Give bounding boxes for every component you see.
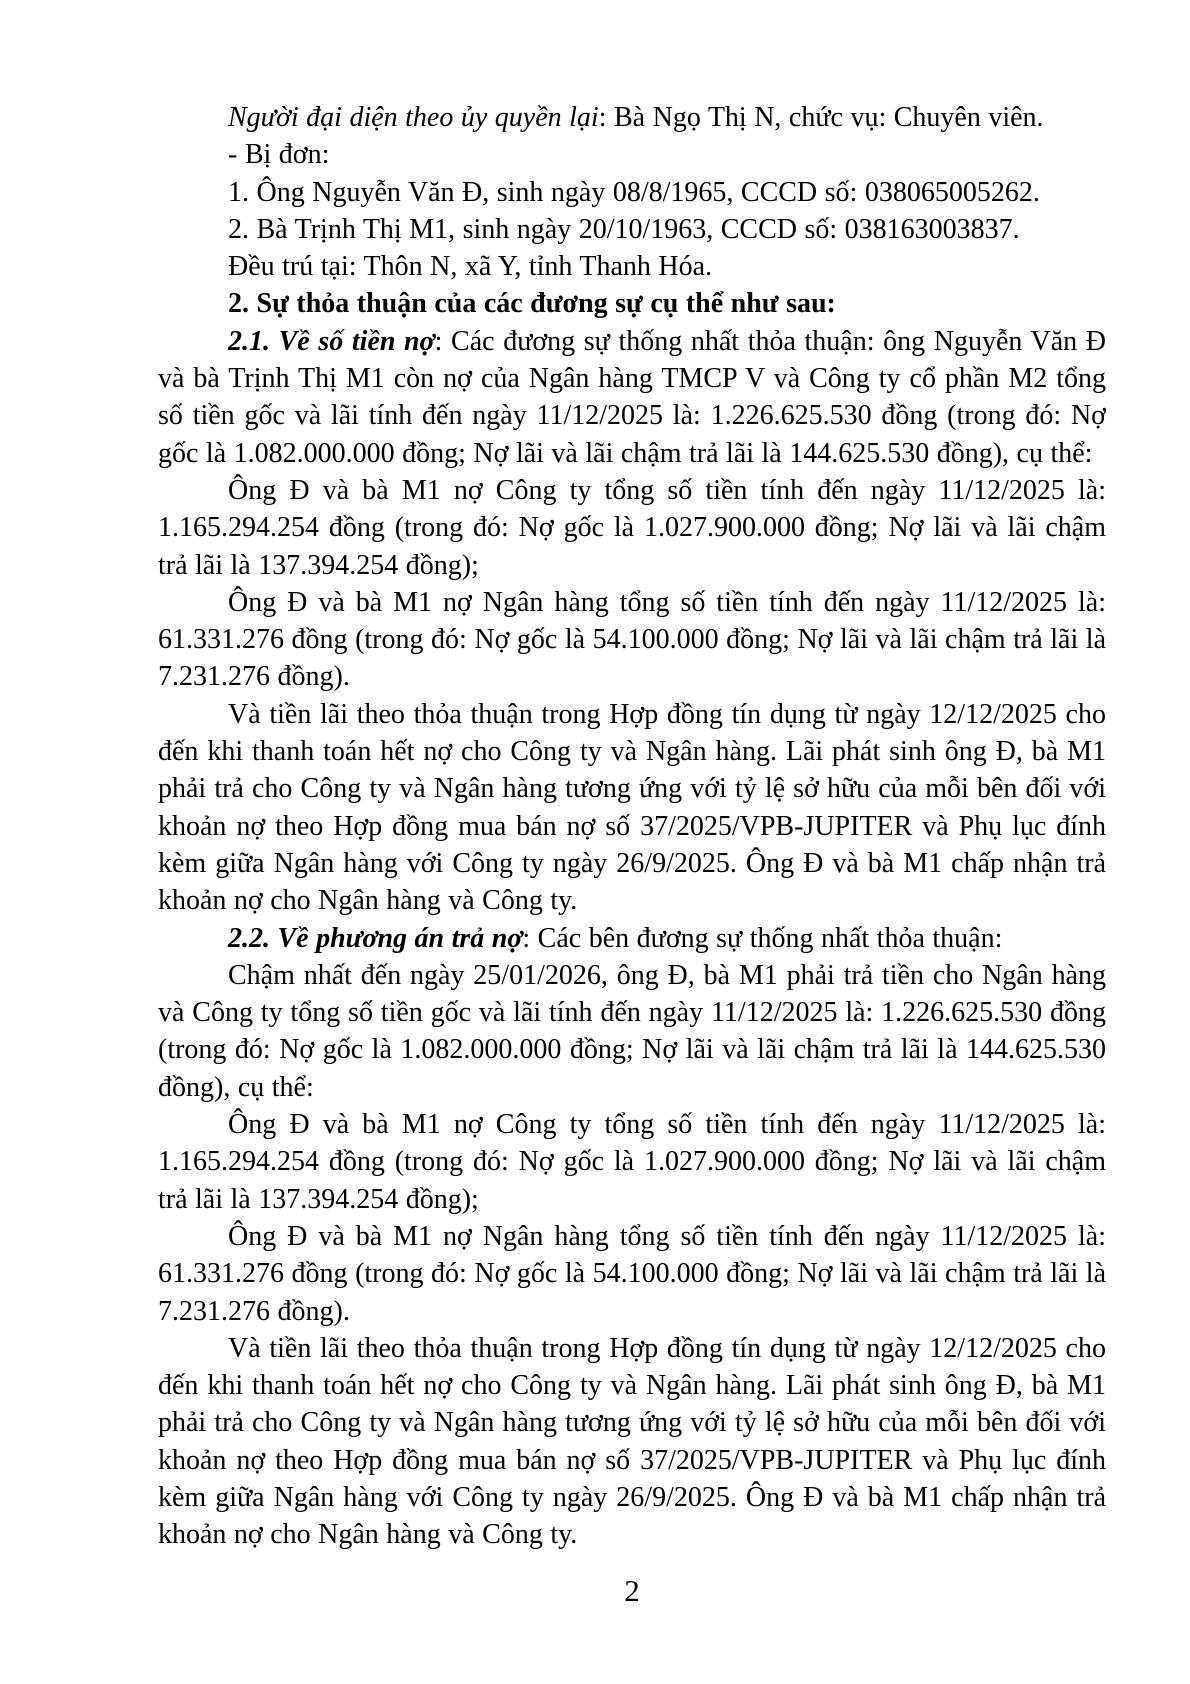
text-run: 2. Bà Trịnh Thị M1, sinh ngày 20/10/1963, CCCD số: 038163003837. xyxy=(228,213,1020,245)
text-run: Ông Đ và bà M1 nợ Ngân hàng tổng số tiền tính đến ngày 11/12/2025 là: 61.331.276 đồng (trong đó: Nợ gốc là 54.100.000 đồng; Nợ lãi và lãi chậm trả lãi là 7.231.276 đồng). xyxy=(158,1220,1106,1327)
debt-to-bank-paragraph-2 xyxy=(158,1218,1106,1330)
text-run: : Bà Ngọ Thị N, chức vụ: Chuyên viên. xyxy=(598,102,1044,133)
debt-to-bank-paragraph xyxy=(158,584,1106,696)
text-run: 2.2. Về phương án trả nợ xyxy=(228,922,523,954)
defendant-label xyxy=(158,136,1106,173)
text-run: Người đại diện theo ủy quyền lại xyxy=(228,102,599,133)
text-run: : Các bên đương sự thống nhất thỏa thuận: xyxy=(522,922,1003,954)
text-run: Và tiền lãi theo thỏa thuận trong Hợp đồng tín dụng từ ngày 12/12/2025 cho đến khi thanh toán hết nợ cho Công ty và Ngân hàng. Lãi phát sinh ông Đ, bà M1 phải trả cho Công ty và Ngân hàng tương ứng với tỷ lệ sở hữu của mỗi bên đối với khoản nợ theo Hợp đồng mua bán nợ số 37/2025/VPB-JUPITER và Phụ lục đính kèm giữa Ngân hàng với Công ty ngày 26/9/2025. Ông Đ và bà M1 chấp nhận trả khoản nợ cho Ngân hàng và Công ty. xyxy=(158,1332,1106,1551)
authorized-representative-line xyxy=(158,99,1106,136)
section-2-2-paragraph xyxy=(158,920,1106,957)
text-run: 1. Ông Nguyễn Văn Đ, sinh ngày 08/8/1965, CCCD số: 038065005262. xyxy=(228,176,1040,208)
repayment-deadline-paragraph xyxy=(158,957,1106,1106)
residence-line xyxy=(158,248,1106,285)
debt-to-company-paragraph xyxy=(158,472,1106,584)
page-number: 2 xyxy=(624,1573,640,1608)
text-run: - Bị đơn: xyxy=(228,139,330,171)
text-run: Chậm nhất đến ngày 25/01/2026, ông Đ, bà M1 phải trả tiền cho Ngân hàng và Công ty tổng số tiền gốc và lãi tính đến ngày 11/12/2025 là: 1.226.625.530 đồng (trong đó: Nợ gốc là 1.082.000.000 đồng; Nợ lãi và lãi chậm trả lãi là 144.625.530 đồng), cụ thể: xyxy=(158,959,1106,1103)
defendant-2 xyxy=(158,211,1106,248)
text-run: Đều trú tại: Thôn N, xã Y, tỉnh Thanh Hóa. xyxy=(228,251,713,283)
text-run: Ông Đ và bà M1 nợ Ngân hàng tổng số tiền tính đến ngày 11/12/2025 là: 61.331.276 đồng (trong đó: Nợ gốc là 54.100.000 đồng; Nợ lãi và lãi chậm trả lãi là 7.231.276 đồng). xyxy=(158,586,1106,693)
document-content xyxy=(158,99,1106,1554)
section-2-1-paragraph xyxy=(158,323,1106,472)
text-run: 2. Sự thỏa thuận của các đương sự cụ thể như sau: xyxy=(228,288,836,320)
text-run: Ông Đ và bà M1 nợ Công ty tổng số tiền tính đến ngày 11/12/2025 là: 1.165.294.254 đồng (trong đó: Nợ gốc là 1.027.900.000 đồng; Nợ lãi và lãi chậm trả lãi là 137.394.254 đồng); xyxy=(158,474,1106,581)
debt-to-company-paragraph-2 xyxy=(158,1106,1106,1218)
interest-agreement-paragraph-2 xyxy=(158,1330,1106,1554)
defendant-1 xyxy=(158,174,1106,211)
interest-agreement-paragraph xyxy=(158,696,1106,920)
text-run: : Các đương sự thống nhất thỏa thuận: ông Nguyễn Văn Đ và bà Trịnh Thị M1 còn nợ của Ngân hàng TMCP V và Công ty cổ phần M2 tổng số tiền gốc và lãi tính đến ngày 11/12/2025 là: 1.226.625.530 đồng (trong đó: Nợ gốc là 1.082.000.000 đồng; Nợ lãi và lãi chậm trả lãi là 144.625.530 đồng), cụ thể: xyxy=(158,325,1107,469)
text-run: 2.1. Về số tiền nợ xyxy=(228,325,435,357)
text-run: Ông Đ và bà M1 nợ Công ty tổng số tiền tính đến ngày 11/12/2025 là: 1.165.294.254 đồng (trong đó: Nợ gốc là 1.027.900.000 đồng; Nợ lãi và lãi chậm trả lãi là 137.394.254 đồng); xyxy=(158,1109,1106,1215)
text-run: Và tiền lãi theo thỏa thuận trong Hợp đồng tín dụng từ ngày 12/12/2025 cho đến khi thanh toán hết nợ cho Công ty và Ngân hàng. Lãi phát sinh ông Đ, bà M1 phải trả cho Công ty và Ngân hàng tương ứng với tỷ lệ sở hữu của mỗi bên đối với khoản nợ theo Hợp đồng mua bán nợ số 37/2025/VPB-JUPITER và Phụ lục đính kèm giữa Ngân hàng với Công ty ngày 26/9/2025. Ông Đ và bà M1 chấp nhận trả khoản nợ cho Ngân hàng và Công ty. xyxy=(158,698,1106,917)
section-2-heading xyxy=(158,285,1106,322)
